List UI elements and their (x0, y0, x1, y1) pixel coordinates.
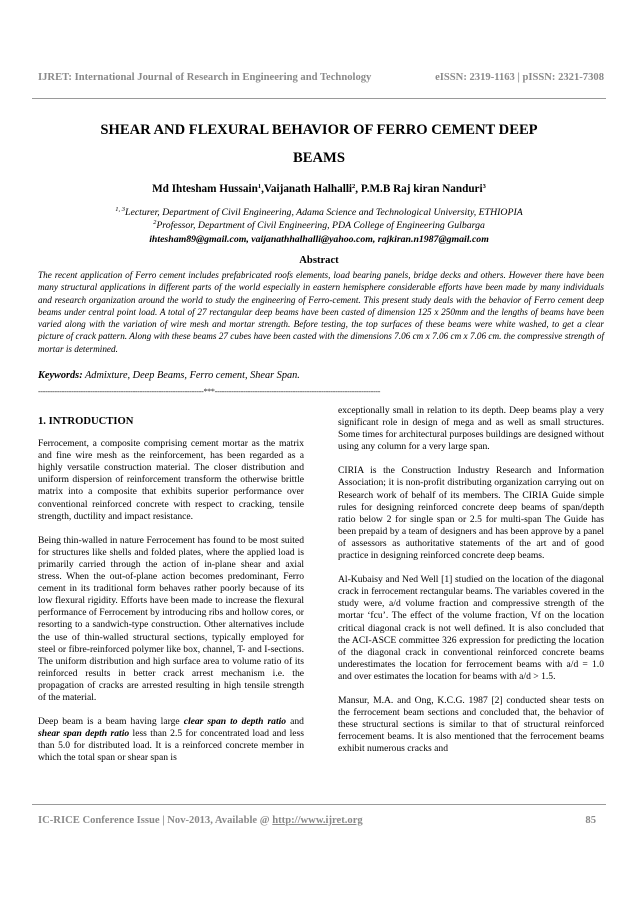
author-list (40, 183, 598, 195)
paragraph-2: Being thin-walled in nature Ferrocement has found to be most suited for structures like shells and folded plates, where the applied load is primarily carried through the action of in-plane shear and axial stress. When the out-of-plane action becomes predominant, Ferro cement in its traditional form behaves rather poorly because of its low flexural rigidity. Efforts have been made to increase the flexural performance of Ferrocement by introducing ribs and hollow cores, or resorting to a sandwich-type construction. Other alternatives include the use of thin-walled structural sections, typically employed for steel or fibre-reinforced polymer like box, channel, T- and I-sections. The uniform distribution and high surface area to volume ratio of its reinforced results in better crack arrest mechanism i.e. the propagation of cracks are arrested resulting in high tensile strength of the material. (38, 534, 304, 703)
title-line-1: SHEAR AND FLEXURAL BEHAVIOR OF FERRO CEMENT DEEP (100, 122, 538, 138)
p3-emph-2: shear span depth ratio (38, 728, 130, 740)
paper-title (40, 116, 598, 172)
affiliation-1-sup: 1, 3 (115, 206, 126, 213)
p3-part-a: Deep beam is a beam having large (38, 716, 184, 728)
affiliation-2 (40, 220, 598, 232)
paragraph-6: Al-Kubaisy and Ned Well [1] studied on the location of the diagonal crack in ferrocement rectangular beams. The variables covered in the study were, a/d volume fraction and compressive strength of the mortar ‘fcu’. The effect of the volume fraction, Vf on the location critical diagonal crack is not well defined. It is also concluded that the ACI-ASCE committee 326 expression for predicting the location of the diagonal crack in conventional reinforced concrete beams underestimates the location for ferrocement beams with a/d = 1.0 and over estimates the location for beams with a/d > 1.5. (338, 574, 604, 682)
affiliation-1-text: Lecturer, Department of Civil Engineering, Adama Science and Technological University, ETHIOPIA (125, 207, 523, 218)
author-emails: ihtesham89@gmail.com, vaijanathhalhalli@yahoo.com, rajkiran.n1987@gmail.com (149, 234, 489, 245)
affiliation-1 (40, 207, 598, 219)
p3-part-c: and (286, 716, 304, 728)
p3-part-e: less than 2.5 for concentrated load and less than 5.0 for distributed load. It is a reinforced concrete member in which the total span or shear span is (38, 728, 304, 764)
paragraph-3 (38, 716, 304, 764)
abstract-heading: Abstract (299, 255, 339, 266)
keywords-label: Keywords: (38, 370, 83, 381)
keywords-text: Admixture, Deep Beams, Ferro cement, Shear Span. (82, 370, 300, 381)
footer-text: IC-RICE Conference Issue | Nov-2013, Available @ (38, 815, 273, 826)
page-number: 85 (585, 815, 596, 826)
right-column (338, 405, 604, 767)
author-3: , P.M.B Raj kiran Nanduri (355, 183, 483, 195)
header-rule (32, 98, 606, 99)
affiliation-2-sup: 2 (153, 219, 157, 226)
author-3-sup: 3 (482, 183, 486, 190)
issn-info: eISSN: 2319-1163 | pISSN: 2321-7308 (435, 72, 604, 83)
paragraph-7: Mansur, M.A. and Ong, K.C.G. 1987 [2] conducted shear tests on the ferrocement beam sections and concluded that, the behavior of these structural sections is similar to that of structural reinforced ferrocement beams. It is also mentioned that the ferrocement beams exhibit numerous cracks and (338, 694, 604, 755)
affiliation-2-text: Professor, Department of Civil Engineering, PDA College of Engineering Gulbarga (156, 220, 485, 231)
paragraph-1: Ferrocement, a composite comprising cement mortar as the matrix and fine wire mesh as the reinforcement, has been regarded as a highly versatile construction material. The closer distribution and uniform dispersion of reinforcement transform the otherwise brittle matrix into a composite that exhibits superior performance over conventional reinforced concrete with respect to cracking, tensile strength, ductility and impact resistance. (38, 438, 304, 522)
section-divider: ----------------------------------------------------------------------***---------------------------------------------------------------------- (38, 387, 381, 396)
journal-link[interactable]: http://www.ijret.org (272, 815, 363, 826)
journal-name: IJRET: International Journal of Research in Engineering and Technology (38, 72, 372, 83)
paragraph-5: CIRIA is the Construction Industry Research and Information Association; it is non-profit distributing organization carrying out on Research work of behalf of its members. The CIRIA Guide simple rules for designing reinforced concrete deep beams of span/depth ratio below 2 for single span or 2.5 for multi-span The Guide has been prepaid by a team of designers and has been approve by a panel of assessors as authoritative statements of the art and of good practice in designing reinforced concrete deep beams. (338, 465, 604, 562)
keywords (38, 370, 300, 381)
running-header (38, 72, 604, 83)
abstract-text: The recent application of Ferro cement includes prefabricated roofs elements, load bearing panels, bridge decks and others. However there have been many structural applications in different parts of the world especially in eastern hemisphere considerable efforts have been made by many individuals and research organization around the world to study the engineering of Ferro-cement. This present study deals with the behavior of Ferro cement deep beams under central point load. A total of 27 rectangular deep beams have been casted of dimension 125 x 250mm and the lengths of beams have been varied along with the variation of wire mesh and mortar strength. Before testing, the top surfaces of these beams were white washed, to get a clear picture of crack pattern. Along with these beams 27 cubes have been casted with the dimensions 7.06 cm x 7.06 cm x 7.06 cm. the compressive strength of mortar is determined. (38, 270, 604, 354)
title-line-2: BEAMS (293, 150, 345, 166)
running-footer (38, 815, 604, 826)
author-1: Md Ihtesham Hussain (152, 183, 258, 195)
author-2: ,Vaijanath Halhalli (261, 183, 353, 195)
author-1-sup: 1 (257, 183, 262, 190)
author-2-sup: 2 (352, 183, 356, 190)
paragraph-4: exceptionally small in relation to its depth. Deep beams play a very significant role in design of mega and as well as small structures. Some times for architectural purposes buildings are designed without using any column for a very large span. (338, 405, 604, 453)
p3-emph-1: clear span to depth ratio (183, 716, 287, 728)
section-heading-introduction: 1. INTRODUCTION (38, 416, 134, 427)
footer-rule (32, 804, 606, 805)
left-column (38, 411, 304, 776)
